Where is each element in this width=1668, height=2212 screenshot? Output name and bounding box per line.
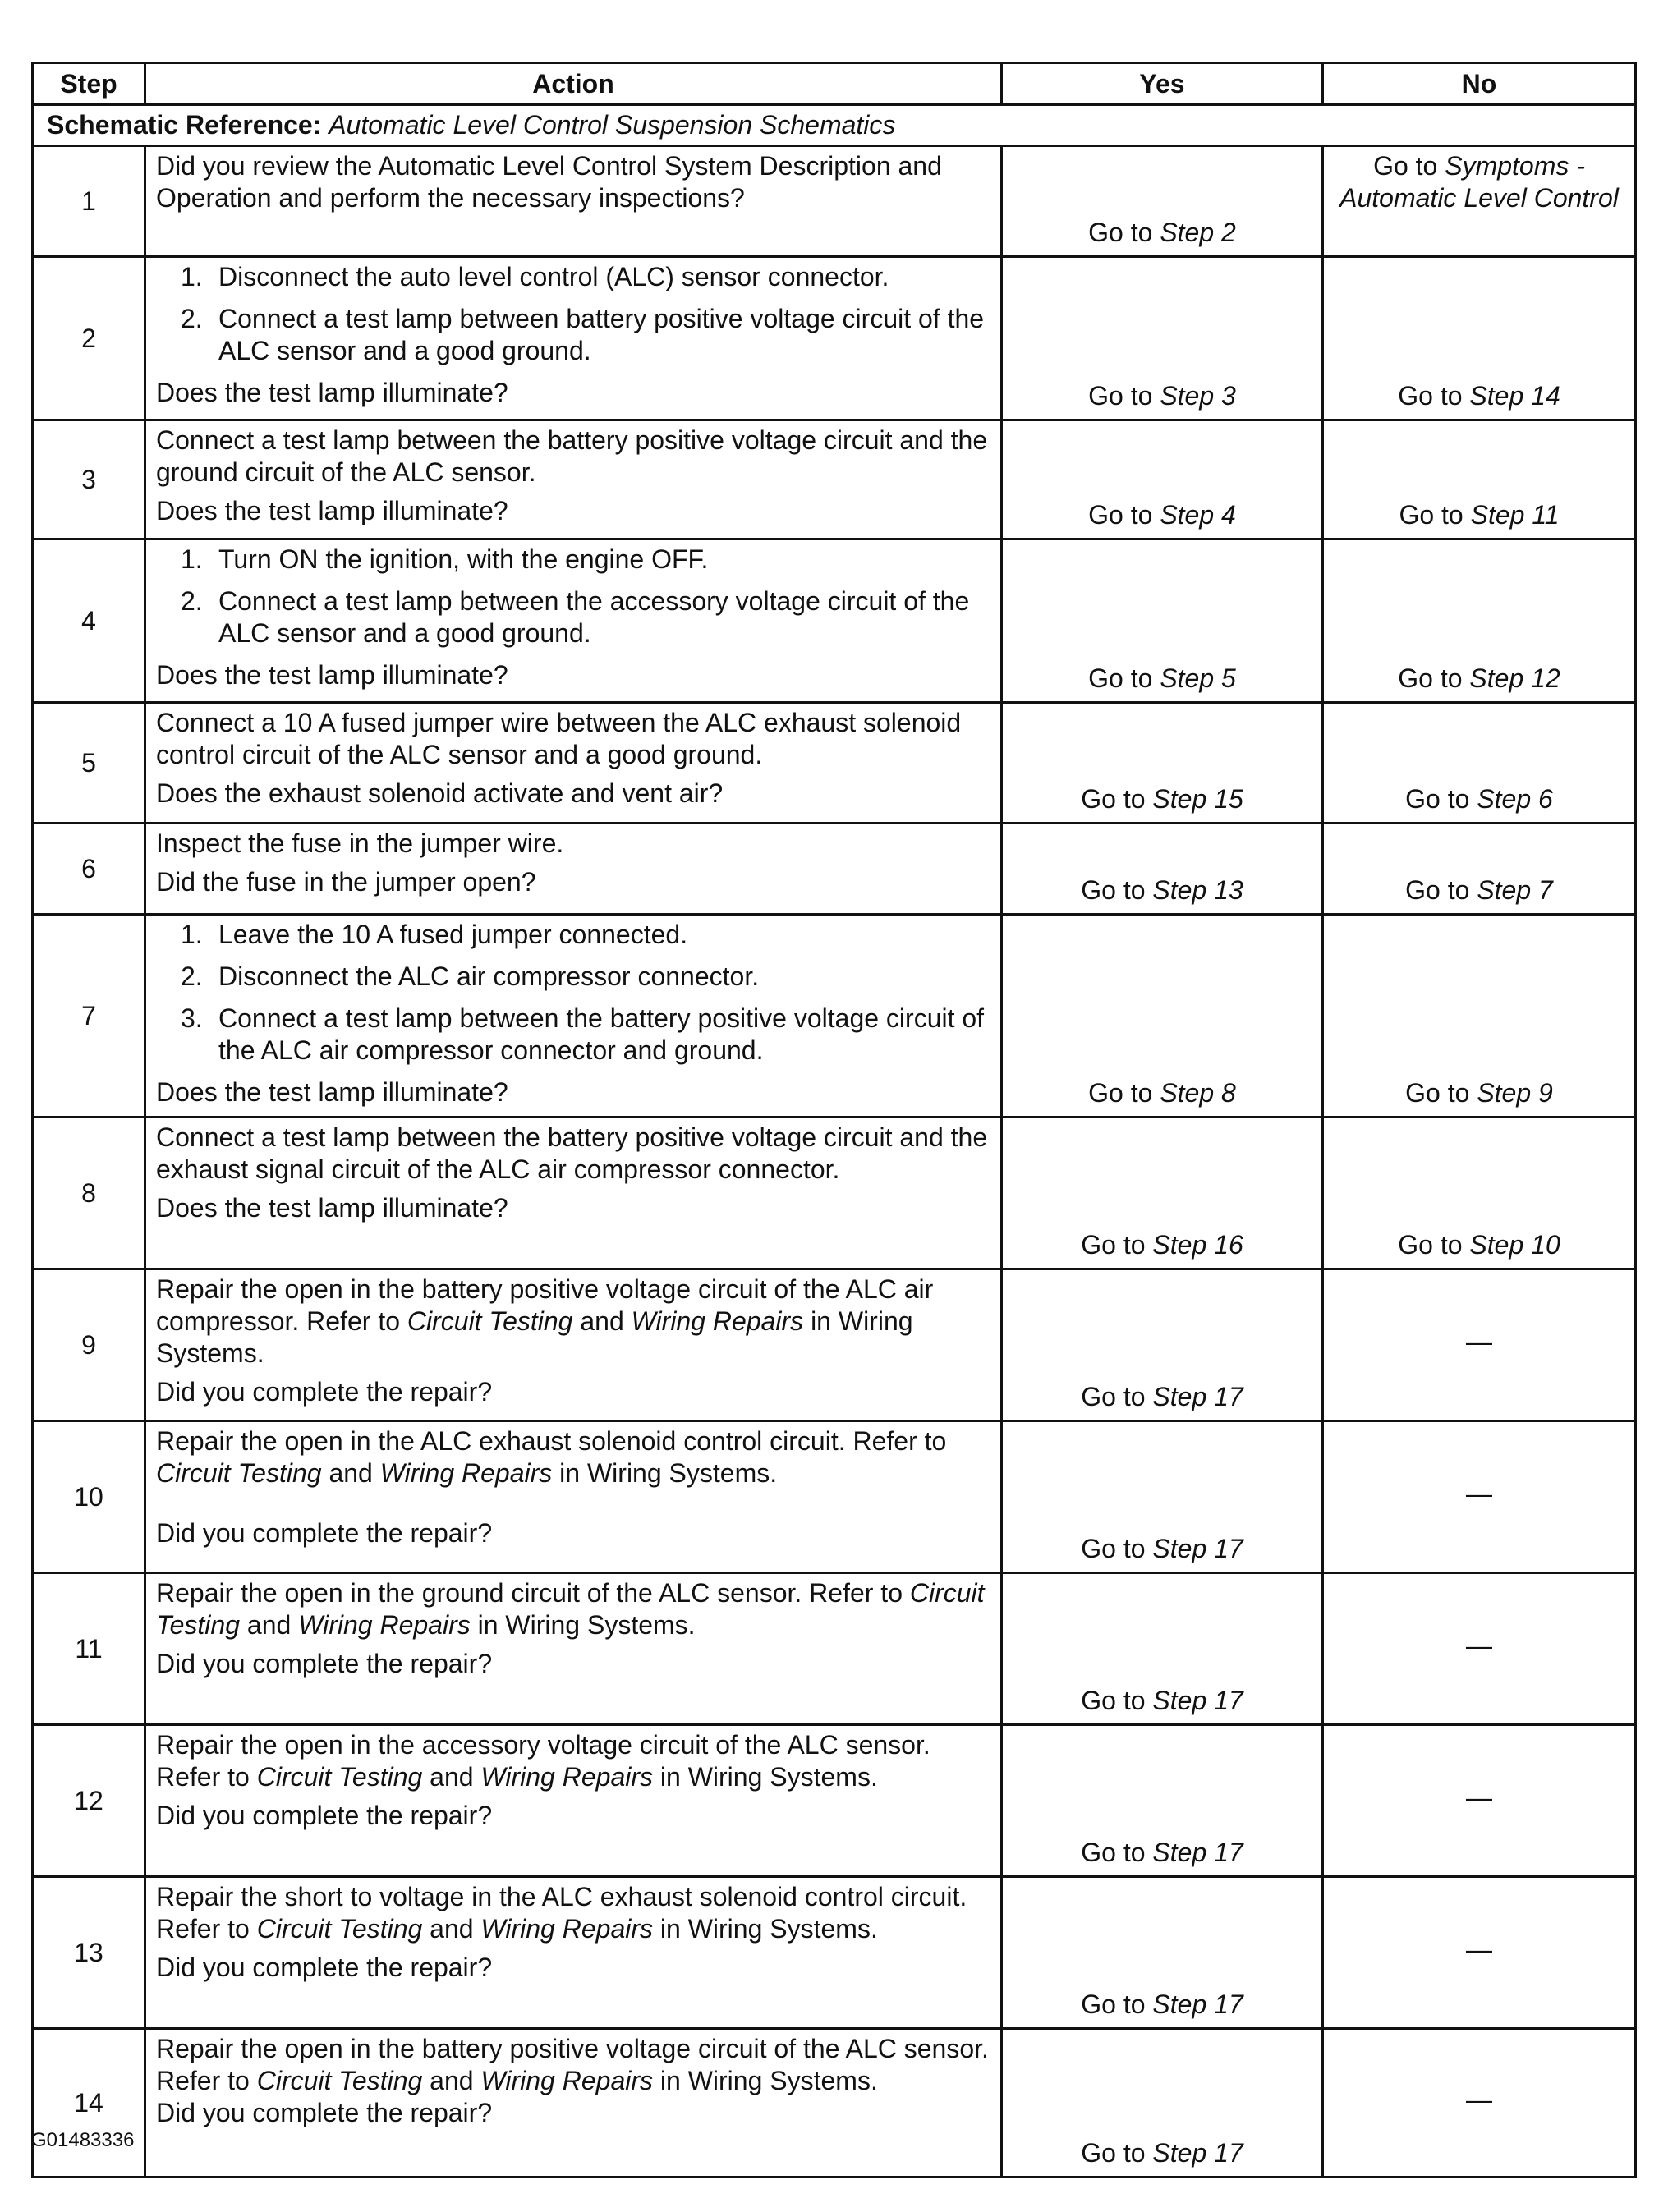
question-text: Did you complete the repair?: [156, 2098, 493, 2127]
symptoms-link[interactable]: Symptoms - Automatic Level Control: [1339, 151, 1619, 213]
go-to-label: Go to: [1398, 381, 1463, 411]
action-cell: [145, 1877, 1002, 2029]
question-text: Did you complete the repair?: [156, 1649, 493, 1678]
action-cell: [145, 1421, 1002, 1573]
circuit-testing-link[interactable]: Circuit Testing: [156, 1458, 322, 1488]
action-text: Connect a test lamp between the battery positive voltage circuit and the ground circuit of the ALC sensor.: [156, 425, 988, 487]
action-cell: [145, 1117, 1002, 1269]
table-row: [33, 1877, 1636, 2029]
question-text: Did you complete the repair?: [156, 1518, 493, 1548]
step-link[interactable]: Step 11: [1470, 500, 1560, 530]
go-to-label: Go to: [1373, 151, 1438, 181]
go-to-label: Go to: [1081, 1686, 1146, 1715]
question-text: Does the test lamp illuminate?: [156, 496, 508, 525]
action-cell: [145, 257, 1002, 420]
circuit-testing-link[interactable]: Circuit Testing: [256, 2066, 423, 2095]
go-to-label: Go to: [1081, 1838, 1146, 1867]
step-link[interactable]: Step 17: [1152, 1534, 1243, 1563]
instruction-list: [156, 919, 992, 1067]
circuit-testing-link[interactable]: Circuit Testing: [256, 1914, 423, 1944]
action-cell: [145, 1725, 1002, 1877]
step-link[interactable]: Step 9: [1477, 1078, 1553, 1108]
header-no: No: [1323, 63, 1636, 105]
instruction-list: [156, 544, 992, 649]
wiring-repairs-link[interactable]: Wiring Repairs: [631, 1306, 804, 1336]
step-link[interactable]: Step 5: [1160, 663, 1236, 693]
no-cell[interactable]: [1323, 539, 1636, 703]
step-number: 1: [33, 146, 145, 257]
list-item: 2. Connect a test lamp between the accessory voltage circuit of the ALC sensor and a good ground.: [181, 586, 970, 648]
go-to-label: Go to: [1398, 663, 1463, 693]
action-cell: [145, 915, 1002, 1117]
action-text: Inspect the fuse in the jumper wire.: [156, 828, 564, 858]
header-step: Step: [33, 63, 145, 105]
step-number: 8: [33, 1117, 145, 1269]
header-row: [33, 63, 1636, 105]
diagnostic-table: [31, 62, 1637, 2178]
action-cell: [145, 146, 1002, 257]
figure-id: G01483336: [31, 2129, 135, 2151]
action-cell: [145, 824, 1002, 915]
table-row: [33, 257, 1636, 420]
no-cell[interactable]: [1323, 703, 1636, 824]
wiring-repairs-link[interactable]: Wiring Repairs: [480, 1762, 653, 1792]
yes-cell[interactable]: [1002, 915, 1323, 1117]
no-cell[interactable]: [1323, 1117, 1636, 1269]
no-cell: —: [1323, 1877, 1636, 2029]
no-cell[interactable]: [1323, 146, 1636, 257]
yes-cell[interactable]: [1002, 703, 1323, 824]
no-cell[interactable]: [1323, 915, 1636, 1117]
circuit-testing-link[interactable]: Circuit Testing: [407, 1306, 573, 1336]
no-cell: —: [1323, 1725, 1636, 1877]
table-row: [33, 1117, 1636, 1269]
action-text: Repair the short to voltage in the ALC exhaust solenoid control circuit. Refer to Circuit Testing and Wiring Repairs in Wiring Systems.: [156, 1882, 967, 1944]
go-to-label: Go to: [1088, 218, 1153, 247]
list-item: 2. Disconnect the ALC air compressor connector.: [181, 961, 760, 991]
step-link[interactable]: Step 3: [1160, 381, 1236, 411]
table-row: [33, 1573, 1636, 1725]
no-cell: —: [1323, 2029, 1636, 2178]
circuit-testing-link[interactable]: Circuit Testing: [256, 1762, 423, 1792]
question-text: Did you complete the repair?: [156, 1953, 493, 1982]
no-cell[interactable]: [1323, 257, 1636, 420]
action-text: Repair the open in the ALC exhaust solenoid control circuit. Refer to Circuit Testing and Wiring Repairs in Wiring Systems.: [156, 1426, 947, 1488]
step-link[interactable]: Step 12: [1469, 663, 1560, 693]
table-row: [33, 420, 1636, 539]
step-number: 7: [33, 915, 145, 1117]
go-to-label: Go to: [1088, 1078, 1153, 1108]
step-link[interactable]: Step 6: [1477, 784, 1553, 814]
action-text: Did you review the Automatic Level Control System Description and Operation and perform the necessary inspections?: [156, 151, 942, 213]
step-number: 5: [33, 703, 145, 824]
no-cell: —: [1323, 1269, 1636, 1421]
step-link[interactable]: Step 17: [1152, 1382, 1243, 1411]
yes-cell[interactable]: [1002, 1725, 1323, 1877]
action-cell: [145, 1573, 1002, 1725]
action-cell: [145, 703, 1002, 824]
action-cell: [145, 1269, 1002, 1421]
action-cell: [145, 539, 1002, 703]
no-cell: —: [1323, 1573, 1636, 1725]
question-text: Does the test lamp illuminate?: [156, 1077, 508, 1107]
step-link[interactable]: Step 17: [1152, 2138, 1243, 2168]
action-text: Repair the open in the battery positive voltage circuit of the ALC sensor. Refer to Circuit Testing and Wiring Repairs in Wiring Systems.: [156, 2034, 989, 2095]
table-row: [33, 539, 1636, 703]
step-link[interactable]: Step 14: [1469, 381, 1560, 411]
action-text: Repair the open in the battery positive voltage circuit of the ALC air compressor. Refer to Circuit Testing and Wiring Repairs in Wiring Systems.: [156, 1274, 934, 1368]
header-action: Action: [145, 63, 1002, 105]
list-item: 1. Turn ON the ignition, with the engine OFF.: [181, 544, 709, 574]
instruction-list: [156, 261, 992, 367]
step-number: 10: [33, 1421, 145, 1573]
yes-cell[interactable]: [1002, 1421, 1323, 1573]
yes-cell[interactable]: [1002, 257, 1323, 420]
step-link[interactable]: Step 10: [1469, 1230, 1560, 1260]
yes-cell[interactable]: [1002, 1573, 1323, 1725]
list-item: 1. Disconnect the auto level control (ALC) sensor connector.: [181, 262, 889, 291]
yes-cell[interactable]: [1002, 1877, 1323, 2029]
question-text: Does the test lamp illuminate?: [156, 378, 508, 407]
table-row: [33, 146, 1636, 257]
step-link[interactable]: Step 8: [1160, 1078, 1236, 1108]
table-row: [33, 1269, 1636, 1421]
step-number: 14: [33, 2029, 145, 2178]
step-number: 12: [33, 1725, 145, 1877]
yes-cell[interactable]: [1002, 420, 1323, 539]
go-to-label: Go to: [1405, 784, 1470, 814]
step-number: 3: [33, 420, 145, 539]
step-link[interactable]: Step 16: [1152, 1230, 1243, 1260]
go-to-label: Go to: [1081, 2138, 1146, 2168]
wiring-repairs-link[interactable]: Wiring Repairs: [480, 1914, 653, 1944]
yes-cell[interactable]: [1002, 146, 1323, 257]
step-link[interactable]: Step 4: [1160, 500, 1236, 530]
action-text: Repair the open in the ground circuit of the ALC sensor. Refer to Circuit Testing and Wiring Repairs in Wiring Systems.: [156, 1578, 985, 1640]
question-text: Does the test lamp illuminate?: [156, 1193, 508, 1223]
table-row: [33, 2029, 1636, 2178]
go-to-label: Go to: [1088, 500, 1153, 530]
step-link[interactable]: Step 2: [1160, 218, 1236, 247]
no-cell: —: [1323, 1421, 1636, 1573]
schematic-reference: [33, 105, 1636, 146]
step-number: 2: [33, 257, 145, 420]
list-item: 1. Leave the 10 A fused jumper connected.: [181, 920, 688, 949]
yes-cell[interactable]: [1002, 1269, 1323, 1421]
go-to-label: Go to: [1398, 1230, 1463, 1260]
action-text: Connect a 10 A fused jumper wire between the ALC exhaust solenoid control circuit of the ALC sensor and a good ground.: [156, 708, 962, 769]
step-link[interactable]: Step 17: [1152, 1686, 1243, 1715]
list-item: 2. Connect a test lamp between battery positive voltage circuit of the ALC sensor and a good ground.: [181, 304, 985, 365]
no-cell[interactable]: [1323, 420, 1636, 539]
go-to-label: Go to: [1088, 381, 1153, 411]
table-row: [33, 915, 1636, 1117]
go-to-label: Go to: [1081, 1989, 1146, 2019]
wiring-repairs-link[interactable]: Wiring Repairs: [298, 1610, 471, 1640]
yes-cell[interactable]: [1002, 824, 1323, 915]
action-text: Repair the open in the accessory voltage circuit of the ALC sensor. Refer to Circuit Testing and Wiring Repairs in Wiring Systems.: [156, 1730, 930, 1792]
step-number: 11: [33, 1573, 145, 1725]
go-to-label: Go to: [1081, 1534, 1146, 1563]
wiring-repairs-link[interactable]: Wiring Repairs: [379, 1458, 553, 1488]
question-text: Did you complete the repair?: [156, 1801, 493, 1830]
step-number: 4: [33, 539, 145, 703]
go-to-label: Go to: [1399, 500, 1464, 530]
action-cell: [145, 420, 1002, 539]
question-text: Does the exhaust solenoid activate and vent air?: [156, 778, 724, 808]
step-number: 6: [33, 824, 145, 915]
list-item: 3. Connect a test lamp between the battery positive voltage circuit of the ALC air compressor connector and ground.: [181, 1003, 985, 1065]
go-to-label: Go to: [1081, 1382, 1146, 1411]
go-to-label: Go to: [1081, 784, 1146, 814]
step-link[interactable]: Step 17: [1152, 1838, 1243, 1867]
table-row: [33, 1725, 1636, 1877]
schematic-label: Schematic Reference:: [47, 110, 322, 140]
question-text: Did the fuse in the jumper open?: [156, 867, 536, 897]
go-to-label: Go to: [1405, 1078, 1470, 1108]
step-link[interactable]: Step 17: [1152, 1989, 1243, 2019]
header-yes: Yes: [1002, 63, 1323, 105]
schematic-link[interactable]: Automatic Level Control Suspension Schematics: [329, 110, 896, 140]
table-row: [33, 1421, 1636, 1573]
step-number: 9: [33, 1269, 145, 1421]
step-link[interactable]: Step 15: [1152, 784, 1243, 814]
schematic-row: [33, 105, 1636, 146]
table-row: [33, 703, 1636, 824]
action-text: Connect a test lamp between the battery positive voltage circuit and the exhaust signal circuit of the ALC air compressor connector.: [156, 1122, 988, 1184]
go-to-label: Go to: [1081, 1230, 1146, 1260]
wiring-repairs-link[interactable]: Wiring Repairs: [480, 2066, 653, 2095]
yes-cell[interactable]: [1002, 2029, 1323, 2178]
step-link[interactable]: Step 7: [1477, 875, 1553, 905]
step-number: 13: [33, 1877, 145, 2029]
circuit-testing-link[interactable]: Circuit Testing: [156, 1578, 985, 1640]
no-cell[interactable]: [1323, 824, 1636, 915]
go-to-label: Go to: [1088, 663, 1153, 693]
action-cell: [145, 2029, 1002, 2178]
question-text: Did you complete the repair?: [156, 1377, 493, 1407]
yes-cell[interactable]: [1002, 539, 1323, 703]
table-row: [33, 824, 1636, 915]
yes-cell[interactable]: [1002, 1117, 1323, 1269]
question-text: Does the test lamp illuminate?: [156, 660, 508, 690]
step-link[interactable]: Step 13: [1152, 875, 1243, 905]
go-to-label: Go to: [1081, 875, 1146, 905]
go-to-label: Go to: [1405, 875, 1470, 905]
